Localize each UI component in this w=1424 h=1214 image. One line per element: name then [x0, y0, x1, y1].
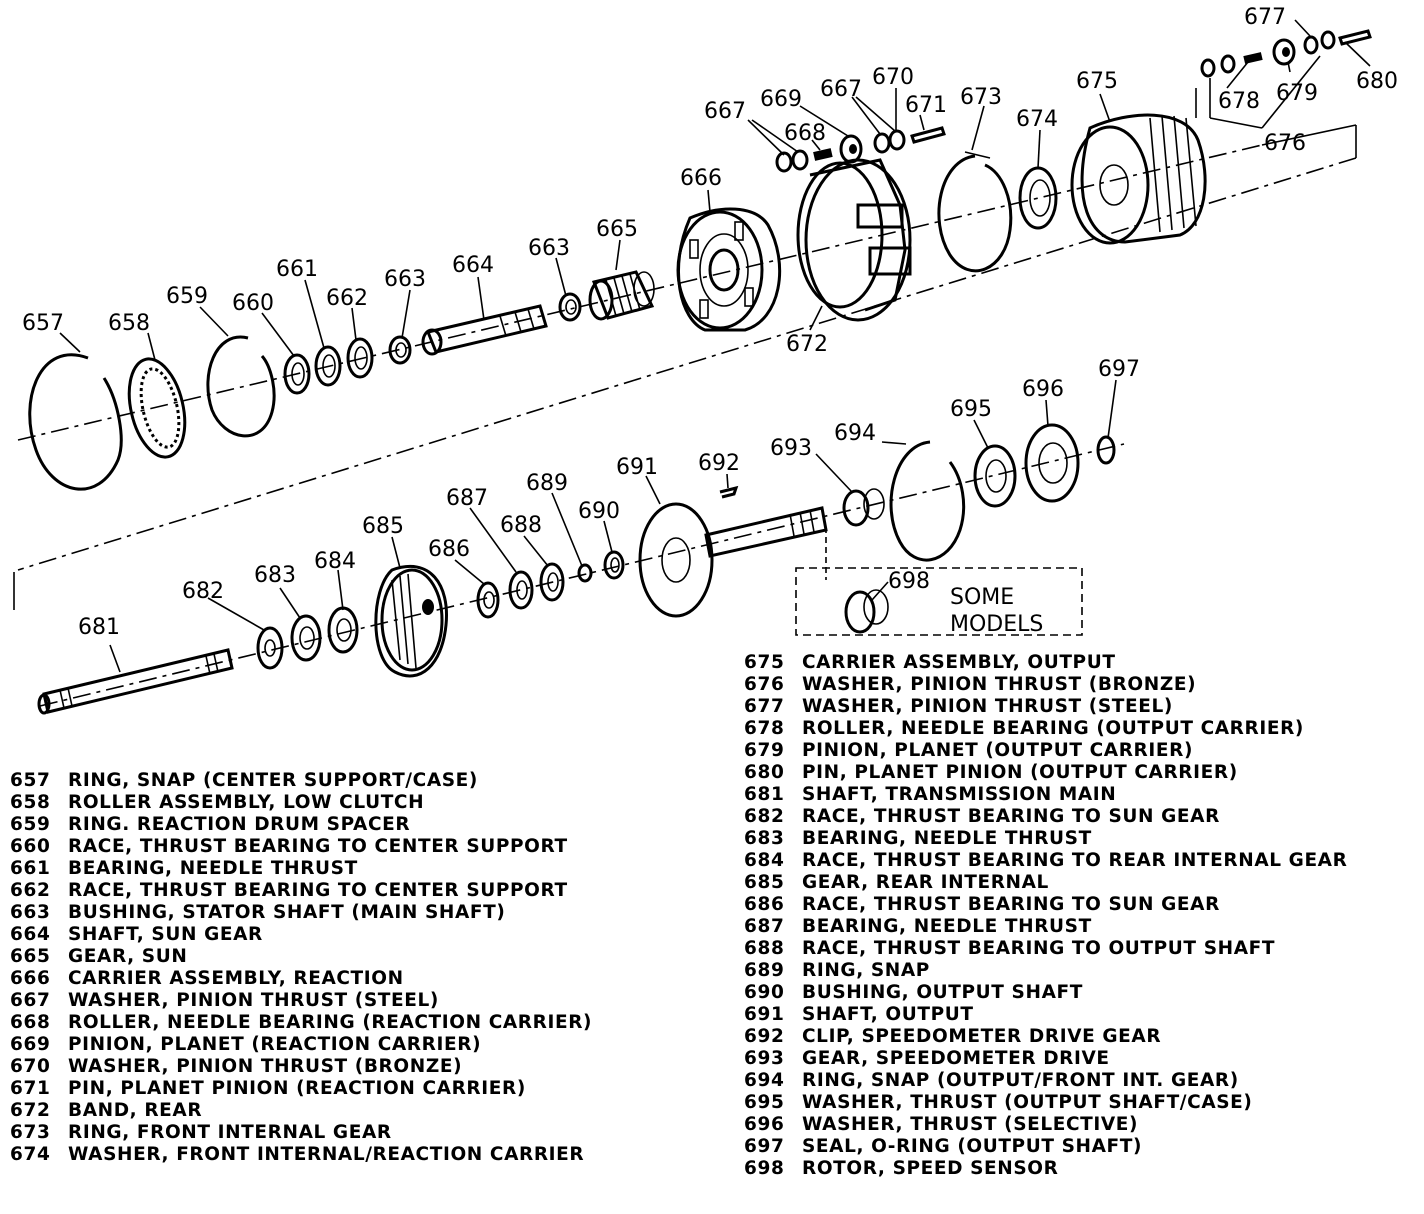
legend-part-number: 682: [744, 806, 785, 827]
legend-row-694: [744, 1070, 1347, 1092]
legend-part-description: WASHER, PINION THRUST (STEEL): [68, 990, 439, 1011]
legend-row-688: [744, 938, 1347, 960]
some-models-note-line1: SOME: [950, 585, 1015, 610]
callout-674: 674: [1016, 107, 1058, 132]
callout-661: 661: [276, 257, 318, 282]
legend-part-number: 667: [10, 990, 51, 1011]
legend-part-description: WASHER, THRUST (OUTPUT SHAFT/CASE): [802, 1092, 1253, 1113]
part-663-bushing-a: [390, 337, 410, 363]
legend-part-number: 668: [10, 1012, 51, 1033]
legend-row-668: [10, 1012, 592, 1034]
legend-part-number: 671: [10, 1078, 51, 1099]
legend-row-670: [10, 1056, 592, 1078]
legend-part-number: 664: [10, 924, 51, 945]
legend-part-number: 687: [744, 916, 785, 937]
legend-part-number: 686: [744, 894, 785, 915]
legend-part-description: ROLLER, NEEDLE BEARING (OUTPUT CARRIER): [802, 718, 1304, 739]
part-658-roller-assembly: [120, 353, 193, 462]
part-692-clip: [720, 488, 736, 497]
legend-part-description: WASHER, THRUST (SELECTIVE): [802, 1114, 1139, 1135]
legend-part-description: PIN, PLANET PINION (OUTPUT CARRIER): [802, 762, 1238, 783]
part-687-needle-bearing: [510, 572, 532, 608]
part-665-sun-gear: [590, 272, 654, 319]
legend-row-685: [744, 872, 1347, 894]
legend-part-number: 689: [744, 960, 785, 981]
callout-671: 671: [905, 93, 947, 118]
legend-part-description: BEARING, NEEDLE THRUST: [802, 828, 1092, 849]
part-680-pinion-pin: [1340, 31, 1370, 44]
part-678-needle-roller: [1243, 52, 1262, 64]
callout-665: 665: [596, 217, 638, 242]
legend-part-number: 680: [744, 762, 785, 783]
legend-part-number: 666: [10, 968, 51, 989]
legend-part-description: WASHER, PINION THRUST (STEEL): [802, 696, 1173, 717]
legend-part-description: RACE, THRUST BEARING TO CENTER SUPPORT: [68, 836, 568, 857]
callout-663a: 663: [384, 267, 426, 292]
legend-row-658: [10, 792, 592, 814]
legend-part-description: RING, SNAP: [802, 960, 930, 981]
legend-row-691: [744, 1004, 1347, 1026]
callout-681: 681: [78, 615, 120, 640]
callout-688: 688: [500, 513, 542, 538]
legend-part-description: RACE, THRUST BEARING TO CENTER SUPPORT: [68, 880, 568, 901]
callout-695: 695: [950, 397, 992, 422]
callout-679: 679: [1276, 81, 1318, 106]
legend-part-description: RACE, THRUST BEARING TO OUTPUT SHAFT: [802, 938, 1276, 959]
callout-684: 684: [314, 549, 356, 574]
legend-row-695: [744, 1092, 1347, 1114]
legend-part-description: RACE, THRUST BEARING TO SUN GEAR: [802, 806, 1220, 827]
callout-669: 669: [760, 87, 802, 112]
part-693-speedometer-gear: [844, 489, 884, 525]
callout-683: 683: [254, 563, 296, 588]
legend-part-number: 665: [10, 946, 51, 967]
callout-666: 666: [680, 166, 722, 191]
legend-row-671: [10, 1078, 592, 1100]
legend-part-description: BUSHING, STATOR SHAFT (MAIN SHAFT): [68, 902, 506, 923]
legend-part-number: 657: [10, 770, 51, 791]
part-663-bushing-b: [560, 294, 580, 320]
legend-row-667: [10, 990, 592, 1012]
legend-part-description: BEARING, NEEDLE THRUST: [802, 916, 1092, 937]
legend-row-669: [10, 1034, 592, 1056]
legend-row-677: [744, 696, 1347, 718]
legend-part-number: 672: [10, 1100, 51, 1121]
legend-row-675: [744, 652, 1347, 674]
legend-row-662: [10, 880, 592, 902]
legend-row-686: [744, 894, 1347, 916]
callout-687: 687: [446, 486, 488, 511]
legend-part-description: RACE, THRUST BEARING TO REAR INTERNAL GEAR: [802, 850, 1348, 871]
legend-row-673: [10, 1122, 592, 1144]
legend-part-description: CARRIER ASSEMBLY, OUTPUT: [802, 652, 1116, 673]
legend-row-681: [744, 784, 1347, 806]
legend-row-674: [10, 1144, 592, 1166]
part-695-thrust-washer: [975, 446, 1015, 506]
callout-672: 672: [786, 332, 828, 357]
legend-row-687: [744, 916, 1347, 938]
legend-row-665: [10, 946, 592, 968]
callout-673: 673: [960, 85, 1002, 110]
legend-row-697: [744, 1136, 1347, 1158]
legend-part-description: SHAFT, SUN GEAR: [68, 924, 263, 945]
callout-689: 689: [526, 471, 568, 496]
parts-legend-right: [744, 652, 1347, 1180]
callout-663b: 663: [528, 236, 570, 261]
legend-part-description: WASHER, PINION THRUST (BRONZE): [68, 1056, 463, 1077]
legend-row-692: [744, 1026, 1347, 1048]
legend-row-660: [10, 836, 592, 858]
legend-row-684: [744, 850, 1347, 872]
legend-part-number: 693: [744, 1048, 785, 1069]
part-683-needle-bearing: [292, 616, 320, 660]
callout-682: 682: [182, 579, 224, 604]
callout-686: 686: [428, 537, 470, 562]
part-671-pinion-pin: [912, 128, 944, 142]
legend-part-number: 662: [10, 880, 51, 901]
callout-657: 657: [22, 311, 64, 336]
legend-row-672: [10, 1100, 592, 1122]
part-698-speed-sensor-rotor: [846, 590, 888, 632]
callout-670: 670: [872, 65, 914, 90]
legend-part-number: 688: [744, 938, 785, 959]
legend-part-description: SEAL, O-RING (OUTPUT SHAFT): [802, 1136, 1143, 1157]
legend-part-description: ROTOR, SPEED SENSOR: [802, 1158, 1059, 1179]
legend-part-description: RACE, THRUST BEARING TO SUN GEAR: [802, 894, 1220, 915]
legend-row-664: [10, 924, 592, 946]
legend-part-number: 673: [10, 1122, 51, 1143]
legend-part-description: RING. REACTION DRUM SPACER: [68, 814, 411, 835]
part-694-snap-ring: [891, 442, 964, 560]
legend-part-description: SHAFT, OUTPUT: [802, 1004, 974, 1025]
legend-row-666: [10, 968, 592, 990]
legend-part-number: 676: [744, 674, 785, 695]
legend-row-683: [744, 828, 1347, 850]
legend-part-number: 694: [744, 1070, 785, 1091]
legend-part-number: 663: [10, 902, 51, 923]
legend-part-number: 685: [744, 872, 785, 893]
legend-part-number: 684: [744, 850, 785, 871]
legend-row-693: [744, 1048, 1347, 1070]
legend-row-663: [10, 902, 592, 924]
callout-678: 678: [1218, 89, 1260, 114]
legend-part-description: PINION, PLANET (REACTION CARRIER): [68, 1034, 482, 1055]
part-672-rear-band: [798, 160, 910, 320]
legend-part-number: 681: [744, 784, 785, 805]
legend-part-description: CARRIER ASSEMBLY, REACTION: [68, 968, 404, 989]
legend-part-number: 691: [744, 1004, 785, 1025]
legend-part-number: 697: [744, 1136, 785, 1157]
legend-part-description: PIN, PLANET PINION (REACTION CARRIER): [68, 1078, 526, 1099]
part-690-bushing: [605, 552, 623, 578]
legend-part-number: 670: [10, 1056, 51, 1077]
legend-row-659: [10, 814, 592, 836]
legend-row-661: [10, 858, 592, 880]
part-689-snap-ring: [579, 565, 591, 581]
callout-680: 680: [1356, 69, 1398, 94]
legend-part-number: 698: [744, 1158, 785, 1179]
callout-662: 662: [326, 286, 368, 311]
callout-698: 698: [888, 569, 930, 594]
legend-row-696: [744, 1114, 1347, 1136]
callout-676: 676: [1264, 131, 1306, 156]
legend-part-number: 677: [744, 696, 785, 717]
legend-part-number: 660: [10, 836, 51, 857]
callout-668: 668: [784, 121, 826, 146]
legend-part-number: 674: [10, 1144, 51, 1165]
legend-part-description: ROLLER, NEEDLE BEARING (REACTION CARRIER): [68, 1012, 593, 1033]
legend-part-number: 696: [744, 1114, 785, 1135]
legend-part-number: 659: [10, 814, 51, 835]
part-657-snap-ring: [30, 355, 121, 489]
callout-692: 692: [698, 451, 740, 476]
legend-part-description: WASHER, FRONT INTERNAL/REACTION CARRIER: [68, 1144, 585, 1165]
callout-685: 685: [362, 514, 404, 539]
part-675-output-carrier: [1072, 115, 1205, 243]
legend-row-679: [744, 740, 1347, 762]
callout-658: 658: [108, 311, 150, 336]
callout-690: 690: [578, 499, 620, 524]
legend-part-description: CLIP, SPEEDOMETER DRIVE GEAR: [802, 1026, 1162, 1047]
callout-694: 694: [834, 421, 876, 446]
callout-697: 697: [1098, 357, 1140, 382]
legend-row-680: [744, 762, 1347, 784]
legend-part-number: 669: [10, 1034, 51, 1055]
legend-part-number: 675: [744, 652, 785, 673]
legend-part-description: BUSHING, OUTPUT SHAFT: [802, 982, 1083, 1003]
legend-part-number: 661: [10, 858, 51, 879]
legend-part-description: GEAR, REAR INTERNAL: [802, 872, 1049, 893]
callout-667a: 667: [704, 99, 746, 124]
some-models-note-line2: MODELS: [950, 612, 1044, 637]
legend-row-678: [744, 718, 1347, 740]
legend-part-description: PINION, PLANET (OUTPUT CARRIER): [802, 740, 1194, 761]
callout-660: 660: [232, 291, 274, 316]
legend-part-number: 692: [744, 1026, 785, 1047]
part-673-front-internal-ring: [939, 152, 1011, 271]
legend-row-657: [10, 770, 592, 792]
legend-row-698: [744, 1158, 1347, 1180]
legend-part-description: RING, FRONT INTERNAL GEAR: [68, 1122, 392, 1143]
callout-691: 691: [616, 455, 658, 480]
part-685-rear-internal-gear: [376, 566, 447, 676]
legend-part-number: 658: [10, 792, 51, 813]
legend-part-description: SHAFT, TRANSMISSION MAIN: [802, 784, 1117, 805]
part-667-washers-a: [777, 151, 807, 171]
callout-693: 693: [770, 436, 812, 461]
part-666-reaction-carrier: [678, 209, 780, 330]
part-681-main-shaft: [39, 650, 232, 713]
callout-659: 659: [166, 284, 208, 309]
legend-part-number: 679: [744, 740, 785, 761]
callout-664: 664: [452, 253, 494, 278]
part-691-output-shaft: [640, 504, 826, 616]
legend-row-689: [744, 960, 1347, 982]
part-677-676-output-washers: [1202, 32, 1334, 76]
legend-part-description: RING, SNAP (CENTER SUPPORT/CASE): [68, 770, 478, 791]
callout-675: 675: [1076, 69, 1118, 94]
legend-row-690: [744, 982, 1347, 1004]
legend-part-description: RING, SNAP (OUTPUT/FRONT INT. GEAR): [802, 1070, 1239, 1091]
part-669-planet-pinion: [841, 136, 861, 162]
part-662-race: [348, 339, 372, 377]
legend-part-number: 683: [744, 828, 785, 849]
part-679-planet-pinion: [1274, 40, 1294, 64]
legend-part-description: BAND, REAR: [68, 1100, 203, 1121]
legend-part-description: BEARING, NEEDLE THRUST: [68, 858, 358, 879]
part-668-needle-roller: [813, 148, 833, 161]
part-696-selective-washer: [1026, 425, 1078, 501]
legend-row-682: [744, 806, 1347, 828]
legend-row-676: [744, 674, 1347, 696]
legend-part-description: GEAR, SPEEDOMETER DRIVE: [802, 1048, 1110, 1069]
callout-696: 696: [1022, 377, 1064, 402]
legend-part-description: WASHER, PINION THRUST (BRONZE): [802, 674, 1197, 695]
callout-667b: 667: [820, 77, 862, 102]
legend-part-description: ROLLER ASSEMBLY, LOW CLUTCH: [68, 792, 425, 813]
legend-part-number: 695: [744, 1092, 785, 1113]
part-674-front-internal-washer: [1020, 168, 1056, 228]
legend-part-number: 678: [744, 718, 785, 739]
callout-677: 677: [1244, 5, 1286, 30]
parts-legend-left: [10, 770, 592, 1166]
legend-part-description: GEAR, SUN: [68, 946, 188, 967]
legend-part-number: 690: [744, 982, 785, 1003]
